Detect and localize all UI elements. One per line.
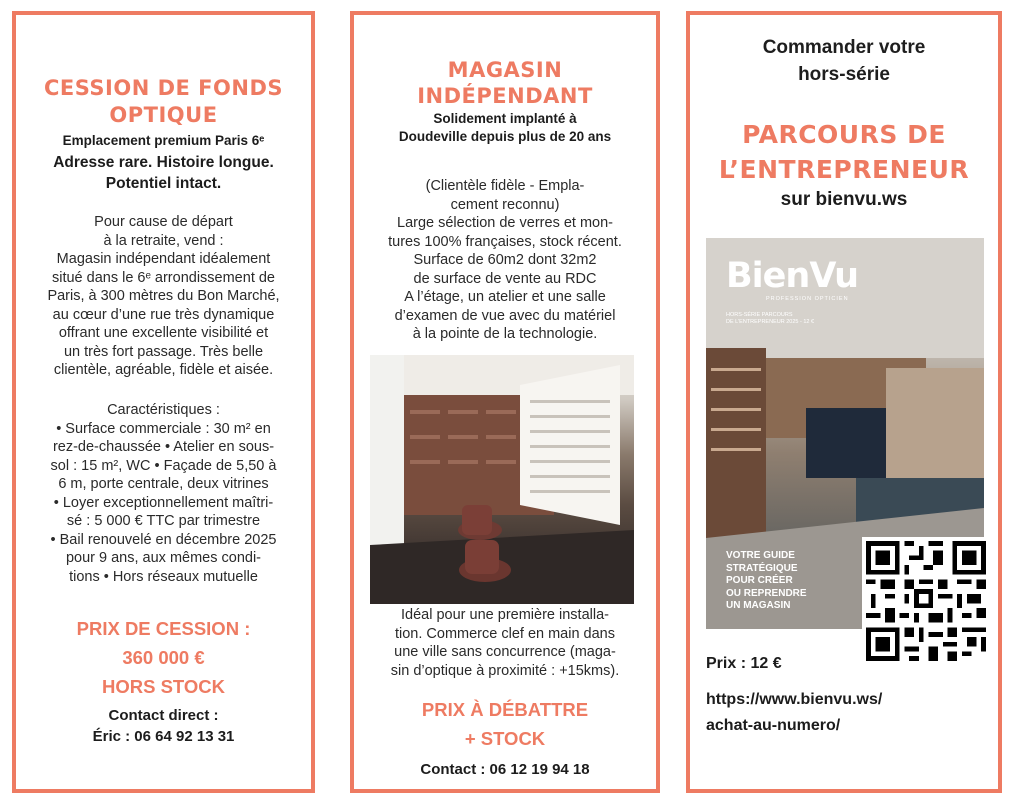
panel2-price: PRIX À DÉBATTRE + STOCK	[421, 699, 589, 749]
store-interior-illustration	[370, 355, 634, 604]
panel2-contact[interactable]: Contact : 06 12 19 94 18	[420, 761, 590, 778]
panel2-subtitle: Solidement implanté à Doudeville depuis plus de 20 ans	[398, 111, 612, 144]
panel3-intro: Commander votre hors-série	[762, 37, 926, 85]
cover-guide-text: VOTRE GUIDE STRATÉGIQUE POUR CRÉER OU REPRENDRE UN MAGASIN	[726, 550, 807, 611]
panel2-closing: Idéal pour une première installa- tion. Commerce clef en main dans une ville sans concurrence (maga- sin d’optique à proximité : +15kms).	[390, 607, 620, 679]
order-link[interactable]: https://www.bienvu.ws/ achat-au-numero/	[706, 691, 883, 734]
panel1-tagline: Adresse rare. Histoire longue. Potentiel intact.	[53, 154, 274, 192]
panel-hors-serie	[686, 11, 1002, 793]
qr-code-icon[interactable]	[862, 537, 990, 665]
panel1-description: Pour cause de départ à la retraite, vend : Magasin indépendant idéalement situé dans le 6ᵉ arrondissement de Paris, à 300 mètres du Bon Marché, au cœur d’une rue très dynamique offrant une excellente visibilité et un très fort passage. Très belle clientèle, agréable, fidèle et aisée.	[47, 214, 280, 378]
panel1-location: Emplacement premium Paris 6ᵉ	[62, 133, 265, 148]
qr-code-pattern	[866, 541, 986, 661]
panel2-description: (Clientèle fidèle - Empla- cement reconnu) Large sélection de verres et mon- tures 100% françaises, stock récent. Surface de 60m2 dont 32m2 de surface de vente au RDC A l’étage, un atelier et une salle d’examen de vue avec du matériel à la pointe de la technologie.	[388, 178, 622, 342]
phone-number[interactable]: Éric : 06 64 92 13 31	[92, 728, 235, 745]
panel-magasin-doudeville	[350, 11, 660, 793]
panel3-site: sur bienvu.ws	[780, 189, 908, 210]
cover-issue: HORS-SÉRIE PARCOURS DE L’ENTREPRENEUR 2025 - 12 €	[726, 312, 815, 325]
panel2-title: MAGASIN INDÉPENDANT	[417, 58, 593, 108]
panel1-title: CESSION DE FONDS OPTIQUE	[43, 76, 284, 127]
panel-cession-paris	[12, 11, 315, 793]
store-interior-photo	[370, 355, 634, 604]
panel1-contact: Contact direct : Éric : 06 64 92 13 31	[16, 705, 311, 747]
panel1-price: PRIX DE CESSION : 360 000 € HORS STOCK	[76, 618, 251, 697]
cover-tagline: PROFESSION OPTICIEN	[766, 296, 849, 302]
bienvu-logo: BienVu	[726, 256, 859, 296]
panel3-title: PARCOURS DE L’ENTREPRENEUR	[718, 120, 970, 184]
issue-price: Prix : 12 €	[706, 655, 782, 672]
panel1-features: Caractéristiques : • Surface commerciale : 30 m² en rez-de-chaussée • Atelier en sous- sol : 15 m², WC • Façade de 5,50 à 6 m, porte centrale, deux vitrines • Loyer exceptionnellement maîtri- sé : 5 000 € TTC par trimestre • Bail renouvelé en décembre 2025 pour 9 ans, aux mêmes condi- tions • Hors réseaux mutuelle	[50, 402, 277, 585]
